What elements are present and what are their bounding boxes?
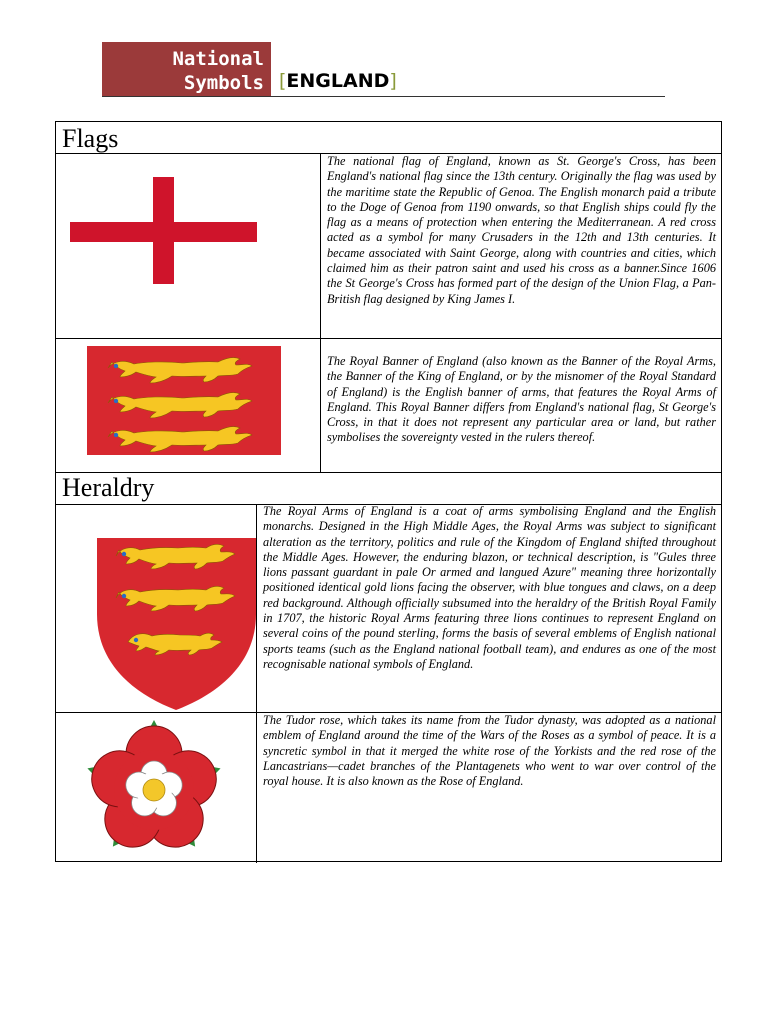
header-underline <box>102 96 665 97</box>
header-country <box>279 70 397 92</box>
column-divider <box>256 504 257 863</box>
flag-description-2: The Royal Banner of England (also known as the Banner of the Royal Arms, the Banner of the King of England, or by the misnomer of the Royal Standard of England) is the English banner of arms, that features the Royal Arms of England. This Royal Banner differs from England's national flag, St George's Cross, in that it does not represent any particular area or land, but rather symbolises the sovereignty vested in the rulers thereof. <box>327 354 716 445</box>
heraldry-description-2: The Tudor rose, which takes its name from the Tudor dynasty, was adopted as a national emblem of England around the time of the Wars of the Roses as a symbol of peace. It is a syncretic symbol in that it merged the white rose of the Yorkists and the red rose of the Lancastrians—cadet branches of the Plantagenets who went to war over control of the royal house. It is also known as the Rose of England. <box>263 713 716 789</box>
flag-description-1: The national flag of England, known as St. George's Cross, has been England's national flag since the 13th century. Originally the flag was used by the maritime state the Republic of Genoa. The English monarch paid a tribute to the Doge of Genoa from 1190 onwards, so that English ships could fly the flag as a means of protection when entering the Mediterranean. A red cross acted as a symbol for many Crusaders in the 12th and 13th centuries. It became associated with Saint George, along with countries and cities, which claimed him as their patron saint and used his cross as a banner.Since 1606 the St George's Cross has formed part of the design of the Union Flag, a Pan-British flag designed by King James I. <box>327 154 716 306</box>
st-george-cross-flag <box>56 153 320 338</box>
royal-banner-three-lions <box>56 338 320 472</box>
header-line-1: National <box>172 48 264 70</box>
symbols-table <box>55 121 722 862</box>
section-title-flags: Flags <box>62 124 119 153</box>
country-name: ENGLAND <box>286 70 390 92</box>
heraldry-description-1: The Royal Arms of England is a coat of arms symbolising England and the English monarchs. Designed in the High Middle Ages, the Royal Arms was subject to significant alteration as the territory, politics and rule of the Kingdom of England shifted throughout the Middle Ages. However, the enduring blazon, or technical description, is "Gules three lions passant guardant in pale Or armed and langued Azure" meaning three horizontally positioned identical gold lions facing the observer, with blue tongues and claws, on a deep red background. Although officially subsumed into the heraldry of the British Royal Family in 1707, the historic Royal Arms featuring three lions continues to represent England on several coins of the pound sterling, forms the basis of several emblems of English national sports teams (such as the England national football team), and endures as one of the most recognisable national symbols of England. <box>263 504 716 671</box>
bracket-open: [ <box>279 70 287 92</box>
header-line-2: Symbols <box>183 72 264 94</box>
tudor-rose <box>56 712 256 863</box>
row-divider <box>56 472 721 473</box>
bracket-close: ] <box>389 70 397 92</box>
section-title-heraldry: Heraldry <box>62 473 155 502</box>
royal-arms-shield <box>56 504 256 712</box>
header-banner <box>102 42 271 97</box>
column-divider <box>320 153 321 472</box>
